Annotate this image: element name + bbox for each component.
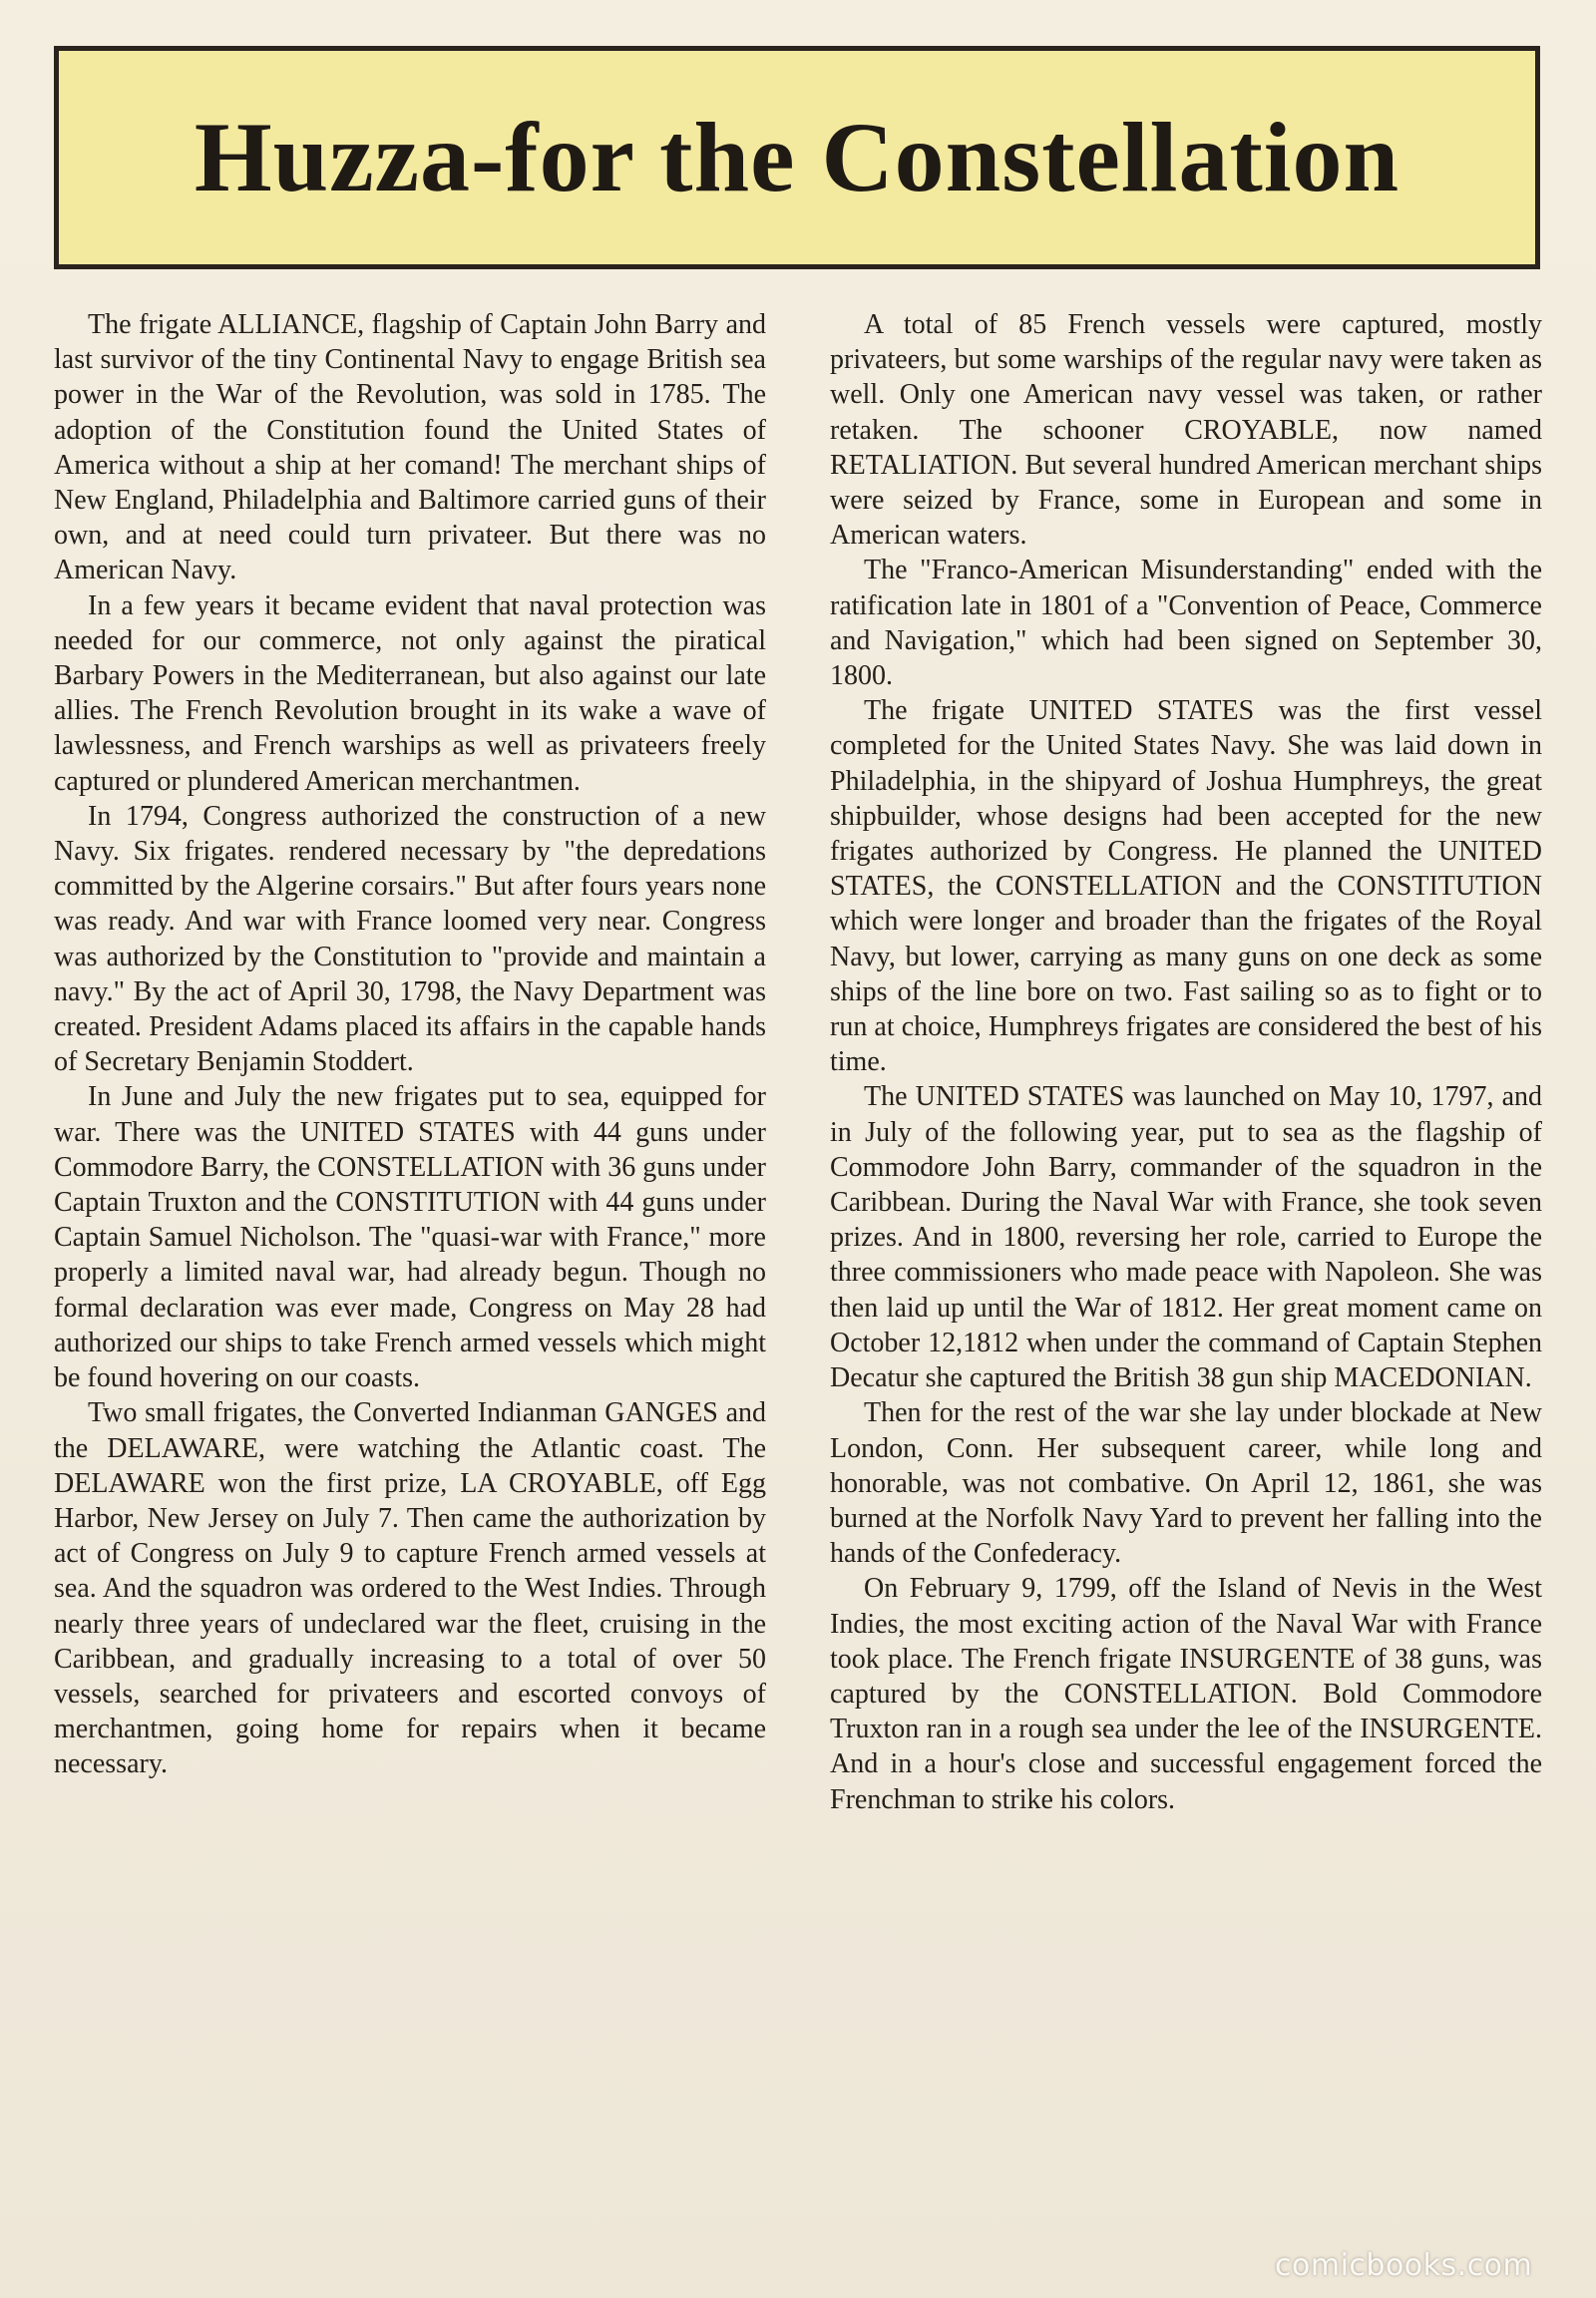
right-column bbox=[830, 307, 1542, 1817]
page-title: Huzza-for the Constellation bbox=[194, 102, 1400, 212]
left-column bbox=[54, 307, 766, 1782]
paragraph: Then for the rest of the war she lay under blockade at New London, Conn. Her subsequent career, while long and honorable, was not combative. On April 12, 1861, she was burned at the Norfolk Navy Yard to prevent her falling into the hands of the Confederacy. bbox=[830, 1397, 1542, 1570]
paragraph: The frigate ALLIANCE, flagship of Captain John Barry and last survivor of the tiny Continental Navy to engage British sea power in the War of the Revolution, was sold in 1785. The adoption of the Constitution found the United States of America without a ship at her comand! The merchant ships of New England, Philadelphia and Baltimore carried guns of their own, and at need could turn privateer. But there was no American Navy. bbox=[54, 309, 766, 586]
paragraph: The frigate UNITED STATES was the first vessel completed for the United States Navy. She was laid down in Philadelphia, in the shipyard of Joshua Humphreys, the great shipbuilder, whose designs had been accepted for the new frigates authorized by Congress. He planned the UNITED STATES, the CONSTELLATION and the CONSTITUTION which were longer and broader than the frigates of the Royal Navy, but lower, carrying as many guns on one deck as some ships of the line bore on two. Fast sailing so as to fight or to run at choice, Humphreys frigates are considered the best of his time. bbox=[830, 695, 1542, 1078]
paragraph: On February 9, 1799, off the Island of Nevis in the West Indies, the most exciting action of the Naval War with France took place. The French frigate INSURGENTE of 38 guns, was captured by the CONSTELLATION. Bold Commodore Truxton ran in a rough sea under the lee of the INSURGENTE. And in a hour's close and successful engagement forced the Frenchman to strike his colors. bbox=[830, 1573, 1542, 1815]
paragraph: In 1794, Congress authorized the construction of a new Navy. Six frigates. rendered necessary by "the depredations committed by the Algerine corsairs." But after fours years none was ready. And war with France loomed very near. Congress was authorized by the Constitution to "provide and maintain a navy." By the act of April 30, 1798, the Navy Department was created. President Adams placed its affairs in the capable hands of Secretary Benjamin Stoddert. bbox=[54, 800, 766, 1078]
paragraph: The UNITED STATES was launched on May 10, 1797, and in July of the following year, put to sea as the flagship of Commodore John Barry, commander of the squadron in the Caribbean. During the Naval War with France, she took seven prizes. And in 1800, reversing her role, carried to Europe the three commissioners who made peace with Napoleon. She was then laid up until the War of 1812. Her great moment came on October 12,1812 when under the command of Captain Stephen Decatur she captured the British 38 gun ship MACEDONIAN. bbox=[830, 1081, 1542, 1394]
paragraph: Two small frigates, the Converted Indianman GANGES and the DELAWARE, were watching the Atlantic coast. The DELAWARE won the first prize, LA CROYABLE, off Egg Harbor, New Jersey on July 7. Then came the authorization by act of Congress on July 9 to capture French armed vessels at sea. And the squadron was ordered to the West Indies. Through nearly three years of undeclared war the fleet, cruising in the Caribbean, and gradually increasing to a total of over 50 vessels, searched for privateers and escorted convoys of merchantmen, going home for repairs when it became necessary. bbox=[54, 1397, 766, 1780]
paragraph: A total of 85 French vessels were captured, mostly privateers, but some warships of the regular navy were taken as well. Only one American navy vessel was taken, or rather retaken. The schooner CROYABLE, now named RETALIATION. But several hundred American merchant ships were seized by France, some in European and some in American waters. bbox=[830, 309, 1542, 552]
paragraph: The "Franco-American Misunderstanding" ended with the ratification late in 1801 of a "Convention of Peace, Commerce and Navigation," which had been signed on September 30, 1800. bbox=[830, 555, 1542, 692]
paragraph: In June and July the new frigates put to sea, equipped for war. There was the UNITED STATES with 44 guns under Commodore Barry, the CONSTELLATION with 36 guns under Captain Truxton and the CONSTITUTION with 44 guns under Captain Samuel Nicholson. The "quasi-war with France," more properly a limited naval war, had already begun. Though no formal declaration was ever made, Congress on May 28 had authorized our ships to take French armed vessels which might be found hovering on our coasts. bbox=[54, 1081, 766, 1394]
paragraph: In a few years it became evident that naval protection was needed for our commerce, not only against the piratical Barbary Powers in the Mediterranean, but also against our late allies. The French Revolution brought in its wake a wave of lawlessness, and French warships as well as privateers freely captured or plundered American merchantmen. bbox=[54, 589, 766, 797]
watermark: comicbooks.com bbox=[1275, 2248, 1533, 2283]
title-box bbox=[54, 46, 1540, 269]
